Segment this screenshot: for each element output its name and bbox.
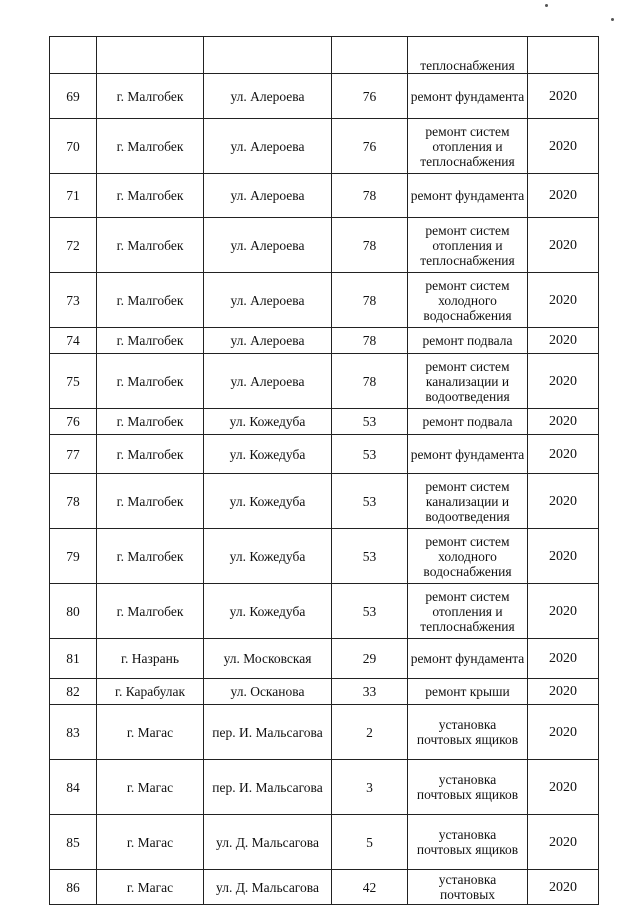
cell-house: 53 (332, 409, 408, 435)
cell-house: 2 (332, 705, 408, 760)
cell-number: 70 (50, 119, 97, 174)
cell-city: г. Магас (97, 815, 204, 870)
cell-work: ремонт систем отопления и теплоснабжения (408, 584, 528, 639)
cell-number: 84 (50, 760, 97, 815)
cell-house: 42 (332, 870, 408, 905)
cell-house: 78 (332, 273, 408, 328)
cell-number: 82 (50, 679, 97, 705)
cell-house: 33 (332, 679, 408, 705)
cell-street: ул. Алероева (204, 174, 332, 218)
cell-year: 2020 (528, 679, 599, 705)
cell-street: ул. Кожедуба (204, 409, 332, 435)
table-row (50, 529, 599, 584)
cell-year: 2020 (528, 119, 599, 174)
cell-number: 75 (50, 354, 97, 409)
cell-year: 2020 (528, 354, 599, 409)
table-row (50, 474, 599, 529)
cell-work: ремонт систем холодного водоснабжения (408, 273, 528, 328)
cell-work: ремонт фундамента (408, 74, 528, 119)
table-row (50, 870, 599, 905)
cell-street: ул. Кожедуба (204, 474, 332, 529)
cell-city: г. Малгобек (97, 474, 204, 529)
cell-year: 2020 (528, 328, 599, 354)
cell-work: ремонт систем отопления и теплоснабжения (408, 218, 528, 273)
cell-house: 29 (332, 639, 408, 679)
cell-house: 53 (332, 474, 408, 529)
cell-street: ул. Осканова (204, 679, 332, 705)
table-row (50, 409, 599, 435)
cell-street: пер. И. Мальсагова (204, 760, 332, 815)
table-row (50, 218, 599, 273)
cell-number: 78 (50, 474, 97, 529)
cell-work: ремонт фундамента (408, 174, 528, 218)
cell-work: ремонт фундамента (408, 639, 528, 679)
cell-street: ул. Алероева (204, 218, 332, 273)
cell-house: 78 (332, 354, 408, 409)
works-table (49, 36, 599, 905)
table-row (50, 354, 599, 409)
cell-work: ремонт систем канализации и водоотведения (408, 474, 528, 529)
cell-city: г. Малгобек (97, 354, 204, 409)
cell-work: ремонт систем отопления и теплоснабжения (408, 119, 528, 174)
cell-city: г. Малгобек (97, 435, 204, 474)
cell-street: ул. Кожедуба (204, 435, 332, 474)
cell-year: 2020 (528, 74, 599, 119)
cell-street: ул. Алероева (204, 328, 332, 354)
cell-city: г. Малгобек (97, 273, 204, 328)
cell-house: 5 (332, 815, 408, 870)
cell-street: ул. Московская (204, 639, 332, 679)
cell-year: 2020 (528, 474, 599, 529)
cell-number: 74 (50, 328, 97, 354)
cell-year: 2020 (528, 760, 599, 815)
table-row (50, 705, 599, 760)
cell-work: ремонт систем канализации и водоотведения (408, 354, 528, 409)
cell-city: г. Малгобек (97, 218, 204, 273)
cell-year: 2020 (528, 870, 599, 905)
cell-year: 2020 (528, 435, 599, 474)
cell-work: ремонт систем холодного водоснабжения (408, 529, 528, 584)
cell-house: 76 (332, 119, 408, 174)
cell-number: 79 (50, 529, 97, 584)
cell-house (332, 37, 408, 74)
scan-speck (611, 18, 614, 21)
cell-city: г. Малгобек (97, 529, 204, 584)
cell-house: 78 (332, 328, 408, 354)
cell-work: установка почтовых ящиков (408, 815, 528, 870)
cell-house: 76 (332, 74, 408, 119)
table-row-continued (50, 37, 599, 74)
cell-house: 78 (332, 174, 408, 218)
table-row (50, 679, 599, 705)
cell-street: ул. Кожедуба (204, 529, 332, 584)
cell-work: ремонт подвала (408, 328, 528, 354)
cell-year: 2020 (528, 584, 599, 639)
cell-house: 3 (332, 760, 408, 815)
cell-street: ул. Алероева (204, 354, 332, 409)
table-row (50, 119, 599, 174)
table-row (50, 273, 599, 328)
cell-city: г. Малгобек (97, 174, 204, 218)
cell-number: 81 (50, 639, 97, 679)
cell-street: ул. Д. Мальсагова (204, 870, 332, 905)
table-row (50, 174, 599, 218)
cell-number: 73 (50, 273, 97, 328)
cell-work: установка почтовых ящиков (408, 760, 528, 815)
scan-speck (545, 4, 548, 7)
table-row (50, 328, 599, 354)
cell-year: 2020 (528, 409, 599, 435)
cell-number: 72 (50, 218, 97, 273)
cell-number (50, 37, 97, 74)
cell-street (204, 37, 332, 74)
cell-house: 78 (332, 218, 408, 273)
cell-year: 2020 (528, 529, 599, 584)
cell-number: 69 (50, 74, 97, 119)
cell-city: г. Карабулак (97, 679, 204, 705)
cell-number: 71 (50, 174, 97, 218)
cell-year: 2020 (528, 218, 599, 273)
cell-year: 2020 (528, 174, 599, 218)
table-row (50, 584, 599, 639)
cell-street: ул. Алероева (204, 273, 332, 328)
cell-year: 2020 (528, 705, 599, 760)
cell-city: г. Малгобек (97, 119, 204, 174)
cell-number: 76 (50, 409, 97, 435)
cell-city: г. Назрань (97, 639, 204, 679)
cell-number: 85 (50, 815, 97, 870)
cell-city: г. Магас (97, 870, 204, 905)
cell-street: ул. Кожедуба (204, 584, 332, 639)
cell-city (97, 37, 204, 74)
cell-number: 77 (50, 435, 97, 474)
table-row (50, 760, 599, 815)
cell-house: 53 (332, 435, 408, 474)
cell-city: г. Магас (97, 705, 204, 760)
table-row (50, 74, 599, 119)
cell-year: 2020 (528, 815, 599, 870)
cell-street: пер. И. Мальсагова (204, 705, 332, 760)
cell-number: 83 (50, 705, 97, 760)
cell-work: ремонт подвала (408, 409, 528, 435)
cell-city: г. Малгобек (97, 74, 204, 119)
table-row (50, 639, 599, 679)
cell-work: установка почтовых ящиков (408, 705, 528, 760)
cell-number: 86 (50, 870, 97, 905)
cell-city: г. Малгобек (97, 409, 204, 435)
cell-work: теплоснабжения (408, 37, 528, 74)
cell-work: ремонт крыши (408, 679, 528, 705)
cell-street: ул. Алероева (204, 74, 332, 119)
cell-city: г. Малгобек (97, 584, 204, 639)
cell-work: установка почтовых (408, 870, 528, 905)
cell-house: 53 (332, 584, 408, 639)
cell-city: г. Магас (97, 760, 204, 815)
cell-number: 80 (50, 584, 97, 639)
cell-year: 2020 (528, 639, 599, 679)
cell-city: г. Малгобек (97, 328, 204, 354)
table-row (50, 815, 599, 870)
cell-street: ул. Д. Мальсагова (204, 815, 332, 870)
cell-street: ул. Алероева (204, 119, 332, 174)
table-row (50, 435, 599, 474)
cell-house: 53 (332, 529, 408, 584)
cell-work: ремонт фундамента (408, 435, 528, 474)
cell-year (528, 37, 599, 74)
cell-year: 2020 (528, 273, 599, 328)
